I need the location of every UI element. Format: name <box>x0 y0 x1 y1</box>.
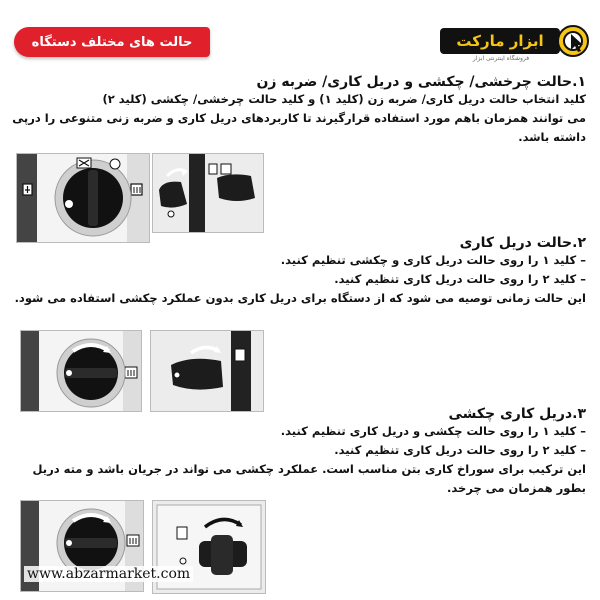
section-3-line-3: این ترکیب برای سوراخ کاری بتن مناسب است. عملکرد چکشی می تواند در جریان باشد و مته دریل <box>32 462 586 476</box>
site-watermark: www.abzarmarket.com <box>24 566 193 582</box>
header-title: حالت های مختلف دستگاه <box>31 34 193 50</box>
section-2-line-1: – کلید ۱ را روی حالت دریل کاری و چکشی تنظیم کنید. <box>280 253 586 267</box>
section-2-line-2: – کلید ۲ را روی حالت دریل کاری تنظیم کنید. <box>334 272 586 286</box>
logo-cursor-icon <box>556 24 590 58</box>
logo-tagline: فروشگاه اینترنتی ابزار <box>472 55 530 62</box>
figure-selector-lever-1 <box>152 153 264 233</box>
logo-wordmark <box>440 28 560 54</box>
logo-text: ابزار مارکت <box>456 32 544 50</box>
section-hammer-drilling <box>32 406 586 498</box>
section-header-bar <box>14 27 210 57</box>
figure-selector-knob-2 <box>20 330 142 412</box>
section-3-line-2: – کلید ۲ را روی حالت دریل کاری تنظیم کنید. <box>334 443 586 457</box>
section-1-line-3: داشته باشد. <box>518 130 586 144</box>
section-3-line-4: بطور همزمان می چرخد. <box>447 481 586 495</box>
lever-illustration-icon <box>153 154 263 232</box>
section-3-title: ۳.دریل کاری چکشی <box>448 406 586 422</box>
section-drilling <box>15 235 586 308</box>
lever-illustration-icon <box>151 331 263 411</box>
brand-logo[interactable] <box>440 22 590 62</box>
knob-illustration-icon <box>17 154 149 242</box>
figure-selector-knob-1 <box>16 153 150 243</box>
section-1-line-1: کلید انتخاب حالت دریل کاری/ ضربه زن (کلید ۱) و کلید حالت چرخشی/ چکشی (کلید ۲) <box>102 92 586 106</box>
knob-illustration-icon <box>21 331 141 411</box>
section-2-line-3: این حالت زمانی توصیه می شود که از دستگاه برای دریل کاری بدون عملکرد چکشی استفاده می شود. <box>14 291 586 305</box>
section-1-line-2: می توانند همزمان باهم مورد استفاده قرارگیرند تا کاربردهای دریل کاری و ضربه زنی متنوعی را درپی <box>12 111 586 125</box>
section-1-title: ۱.حالت چرخشی/ چکشی و دریل کاری/ ضربه زن <box>256 74 586 90</box>
section-3-line-1: – کلید ۱ را روی حالت چکشی و دریل کاری تنظیم کنید. <box>280 424 586 438</box>
section-rotation-hammer <box>12 74 586 147</box>
figure-selector-lever-2 <box>150 330 264 412</box>
section-2-title: ۲.حالت دریل کاری <box>459 235 586 251</box>
